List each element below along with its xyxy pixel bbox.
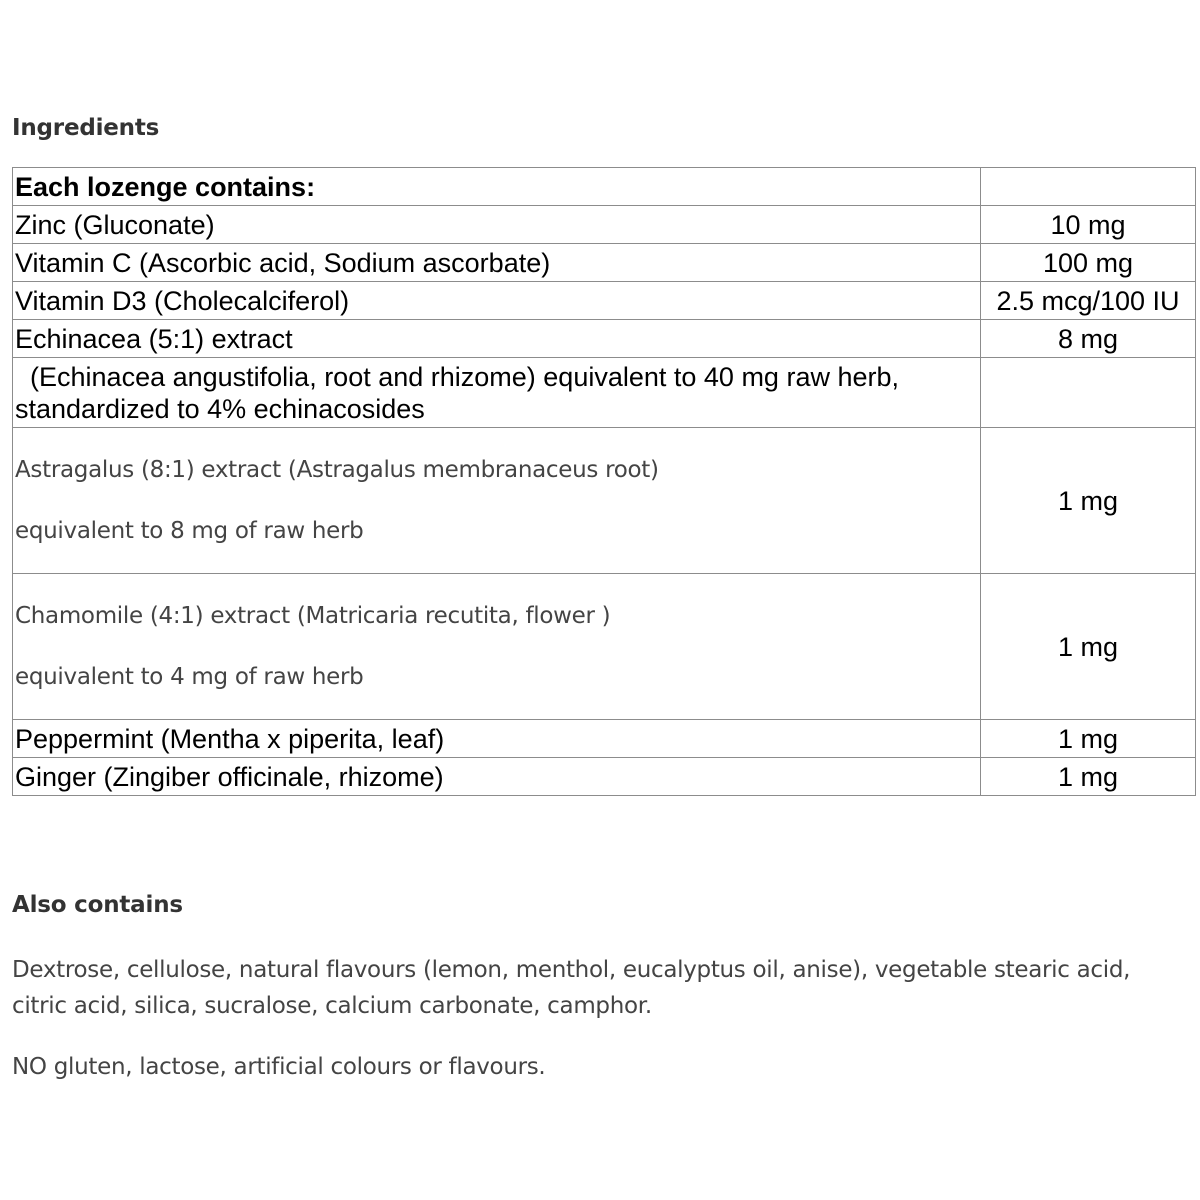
table-header-row	[13, 168, 1196, 206]
ingredient-name: Ginger (Zingiber officinale, rhizome)	[13, 758, 981, 796]
table-row	[13, 206, 1196, 244]
table-header-label: Each lozenge contains:	[13, 168, 981, 206]
ingredient-amount: 1 mg	[981, 428, 1196, 574]
ingredient-name: Echinacea (5:1) extract	[13, 320, 981, 358]
table-row	[13, 720, 1196, 758]
free-from-text: NO gluten, lactose, artificial colours or flavours.	[12, 1054, 546, 1080]
ingredient-name	[13, 574, 981, 720]
ingredient-amount: 2.5 mcg/100 IU	[981, 282, 1196, 320]
also-contains-text: Dextrose, cellulose, natural flavours (lemon, menthol, eucalyptus oil, anise), vegetable stearic acid, citric acid, silica, sucralose, calcium carbonate, camphor.	[12, 957, 1131, 1019]
ingredient-name: Peppermint (Mentha x piperita, leaf)	[13, 720, 981, 758]
ingredient-amount: 1 mg	[981, 758, 1196, 796]
ingredients-heading: Ingredients	[12, 115, 160, 141]
ingredients-table	[12, 167, 1196, 796]
ingredient-amount: 100 mg	[981, 244, 1196, 282]
table-row	[13, 282, 1196, 320]
ingredient-name: (Echinacea angustifolia, root and rhizome) equivalent to 40 mg raw herb, standardized to 4% echinacosides	[13, 358, 981, 428]
ingredient-line: Astragalus (8:1) extract (Astragalus membranaceus root)	[15, 457, 659, 483]
table-row	[13, 358, 1196, 428]
table-row	[13, 428, 1196, 574]
ingredient-name: Vitamin D3 (Cholecalciferol)	[13, 282, 981, 320]
ingredient-line: equivalent to 8 mg of raw herb	[15, 518, 364, 544]
ingredient-amount: 10 mg	[981, 206, 1196, 244]
ingredient-line: equivalent to 4 mg of raw herb	[15, 664, 364, 690]
ingredient-name: Vitamin C (Ascorbic acid, Sodium ascorbate)	[13, 244, 981, 282]
ingredient-line: Chamomile (4:1) extract (Matricaria recutita, flower )	[15, 603, 611, 629]
table-header-amount	[981, 168, 1196, 206]
ingredient-name	[13, 428, 981, 574]
also-contains-heading: Also contains	[12, 892, 183, 918]
table-row	[13, 320, 1196, 358]
ingredient-name: Zinc (Gluconate)	[13, 206, 981, 244]
table-row	[13, 574, 1196, 720]
ingredient-amount: 1 mg	[981, 720, 1196, 758]
table-row	[13, 758, 1196, 796]
table-row	[13, 244, 1196, 282]
ingredient-amount: 8 mg	[981, 320, 1196, 358]
ingredient-amount: 1 mg	[981, 574, 1196, 720]
ingredient-amount	[981, 358, 1196, 428]
